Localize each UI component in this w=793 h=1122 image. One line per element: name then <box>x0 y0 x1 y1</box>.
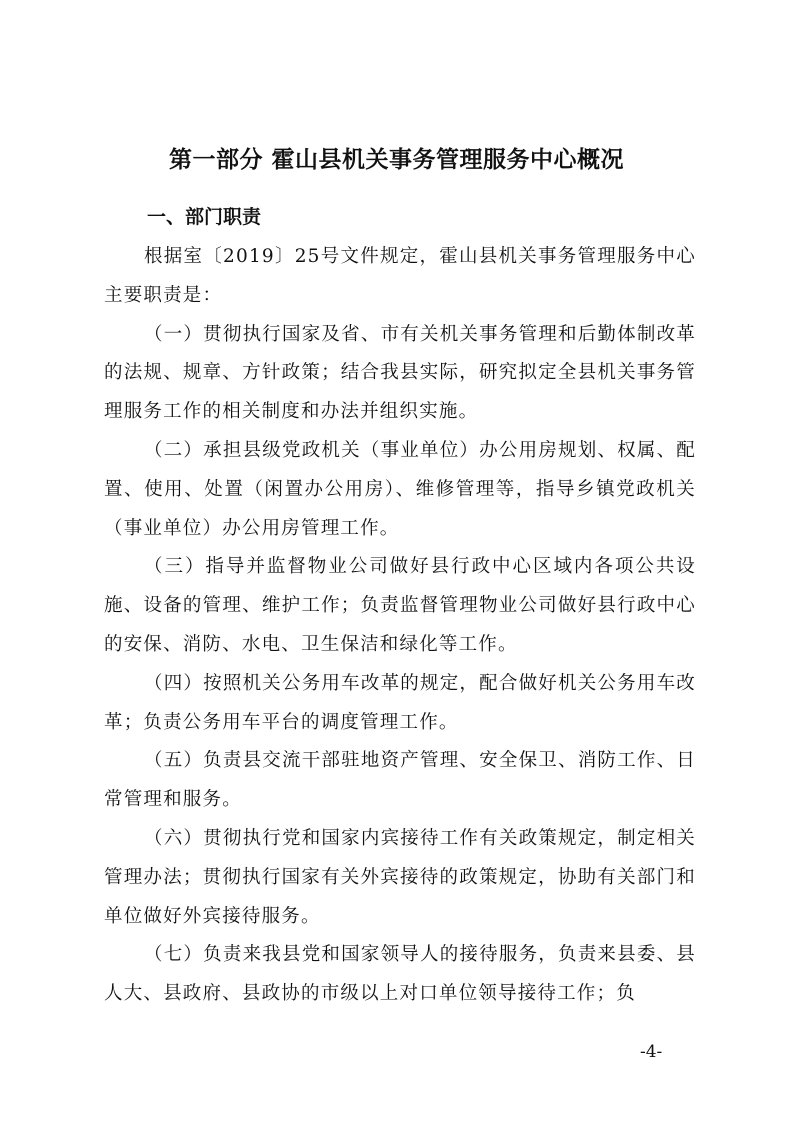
duty-item-5: （五）负责县交流干部驻地资产管理、安全保卫、消防工作、日常管理和服务。 <box>104 750 696 811</box>
document-body <box>104 238 696 1014</box>
intro-paragraph: 根据室〔2019〕25号文件规定，霍山县机关事务管理服务中心主要职责是： <box>104 246 696 306</box>
duty-item-3: （三）指导并监督物业公司做好县行政中心区域内各项公共设施、设备的管理、维护工作；负责监督管理物业公司做好县行政中心的安保、消防、水电、卫生保洁和绿化等工作。 <box>104 556 696 655</box>
duty-item-2: （二）承担县级党政机关（事业单位）办公用房规划、权属、配置、使用、处置（闲置办公用房）、维修管理等，指导乡镇党政机关（事业单位）办公用房管理工作。 <box>104 439 696 539</box>
duty-item-4: （四）按照机关公务用车改革的规定，配合做好机关公务用车改革；负责公务用车平台的调度管理工作。 <box>104 672 696 733</box>
duty-item-1: （一）贯彻执行国家及省、市有关机关事务管理和后勤体制改革的法规、规章、方针政策；结合我县实际，研究拟定全县机关事务管理服务工作的相关制度和办法并组织实施。 <box>104 323 696 423</box>
page-number: -4- <box>640 1042 663 1062</box>
section-heading: 一、部门职责 <box>147 206 262 228</box>
duty-item-6: （六）贯彻执行党和国家内宾接待工作有关政策规定，制定相关管理办法；贯彻执行国家有关外宾接待的政策规定，协助有关部门和单位做好外宾接待服务。 <box>104 827 696 927</box>
duty-item-7: （七）负责来我县党和国家领导人的接待服务，负责来县委、县人大、县政府、县政协的市级以上对口单位领导接待工作；负 <box>104 944 696 1005</box>
page-title: 第一部分 霍山县机关事务管理服务中心概况 <box>168 147 624 173</box>
